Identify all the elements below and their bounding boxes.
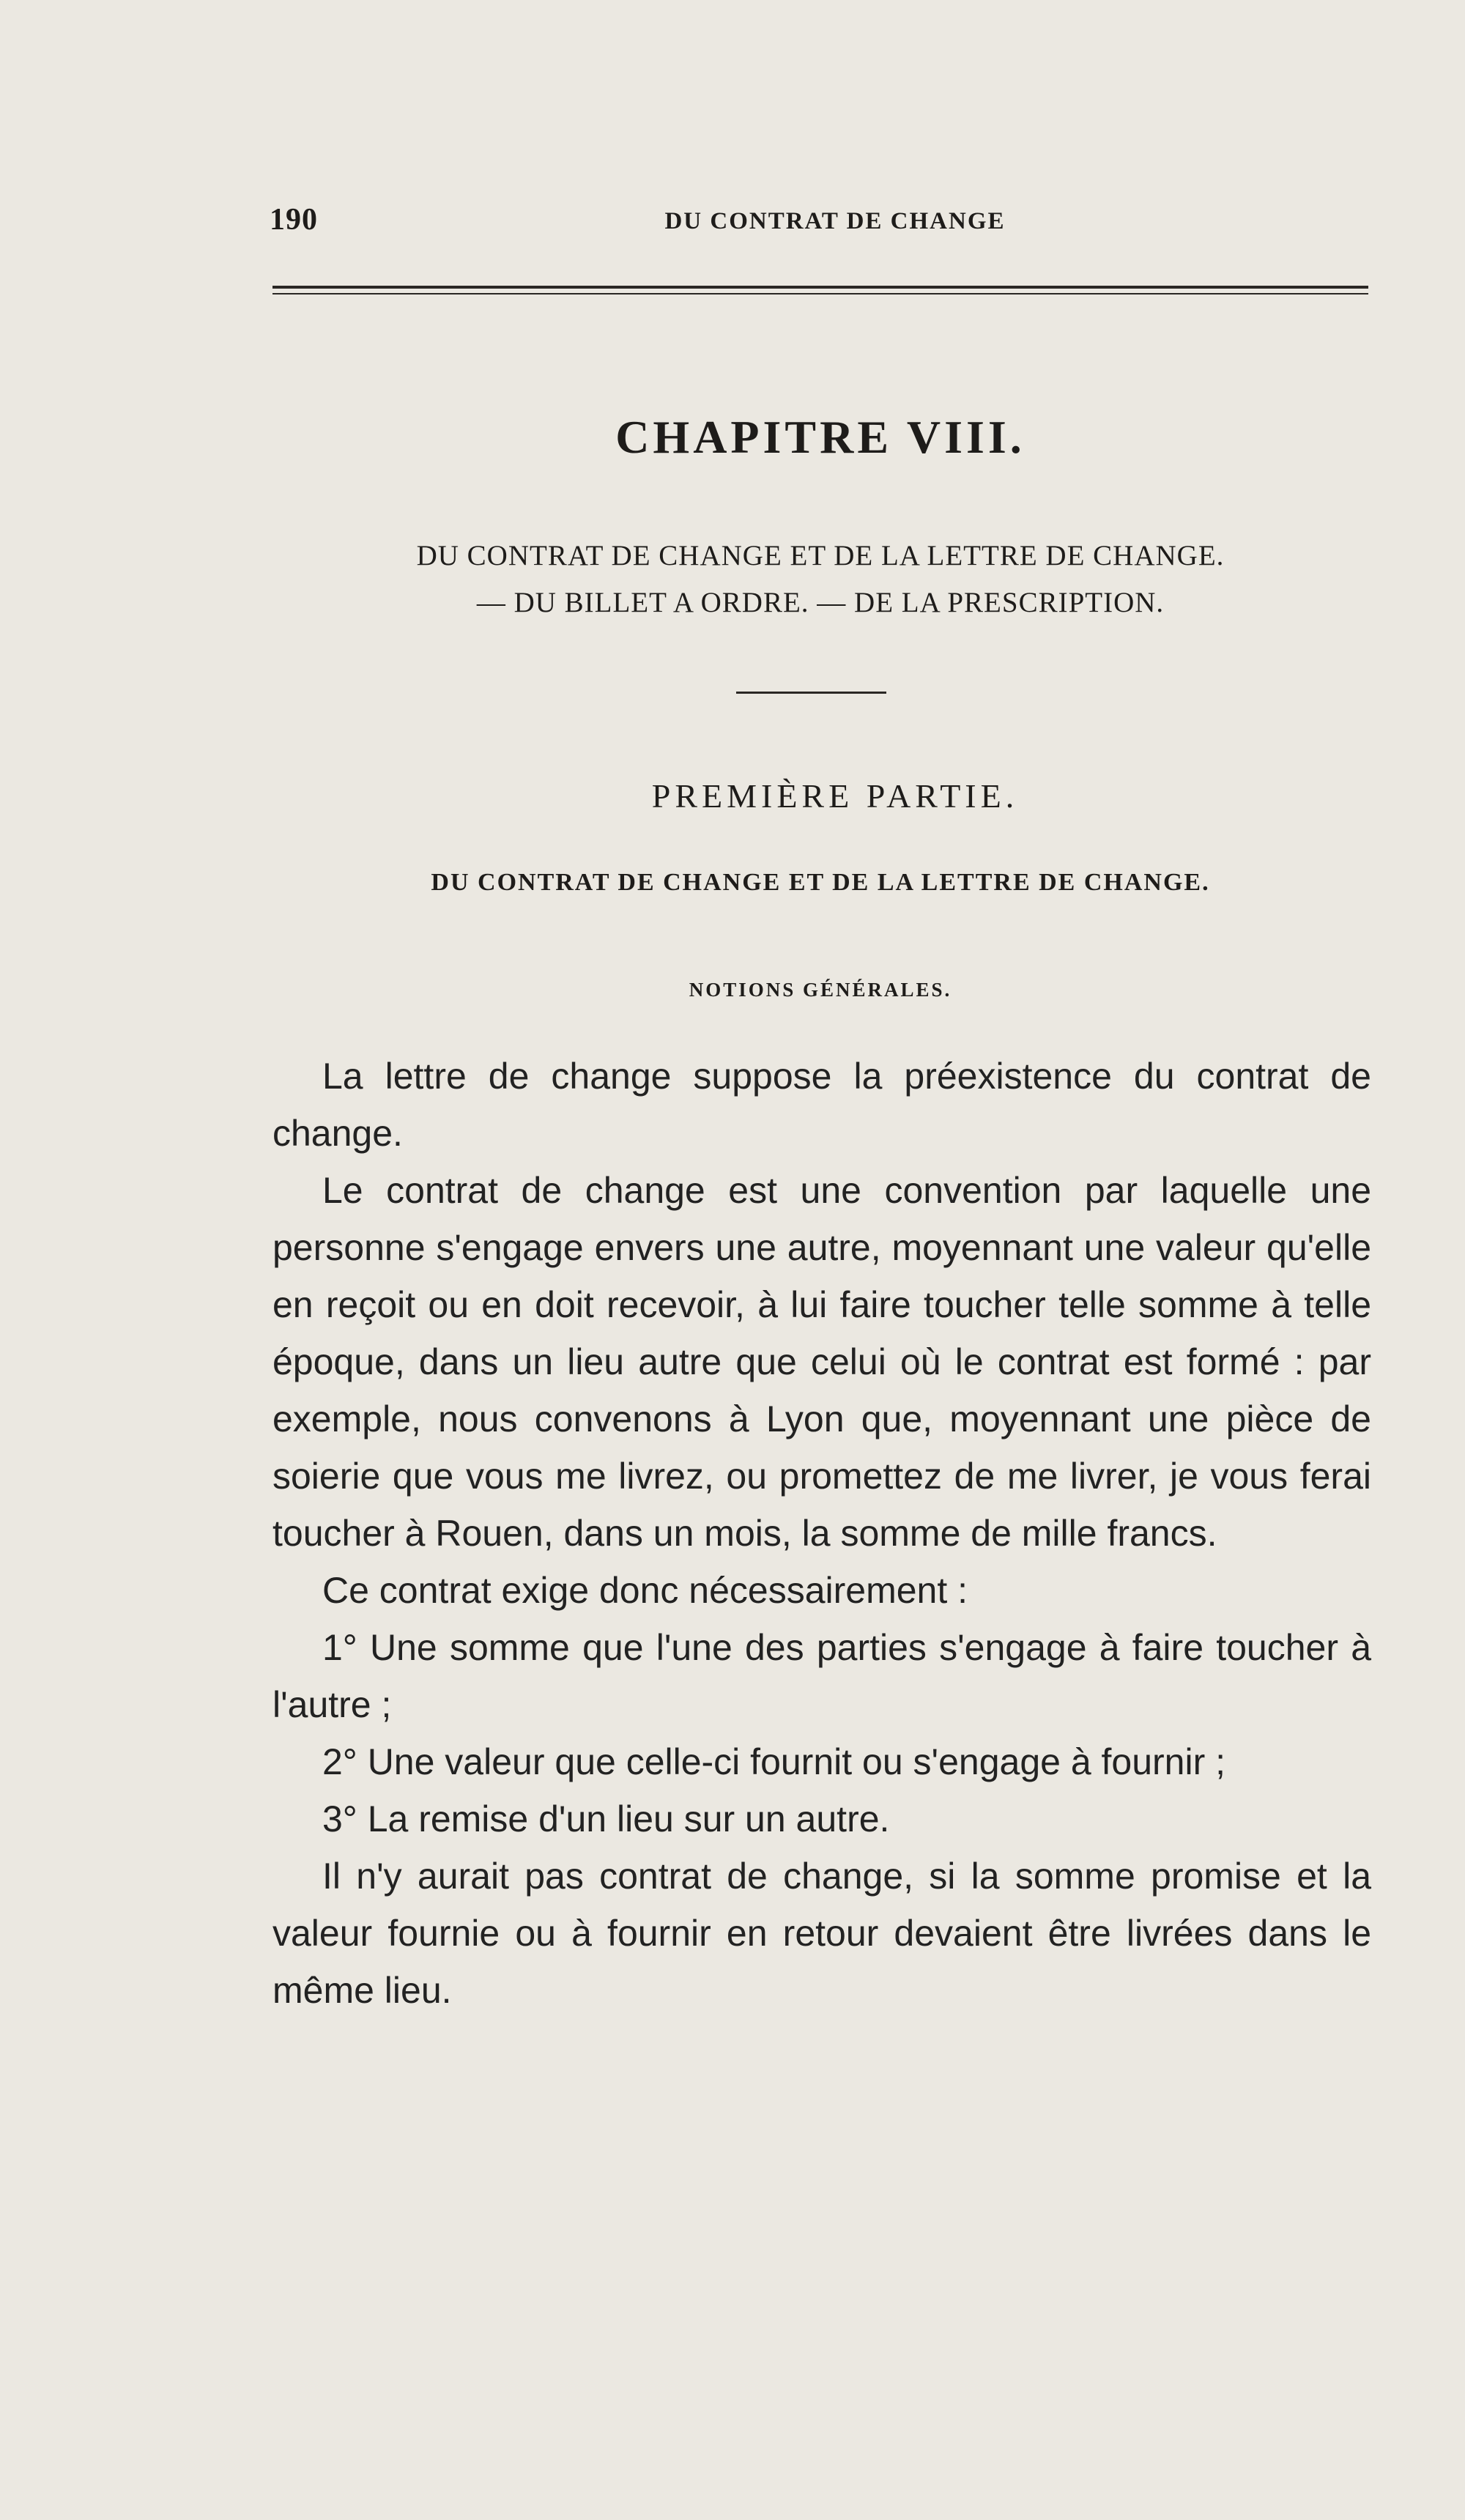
section-divider-rule (736, 692, 886, 694)
paragraph: Le contrat de change est une convention par laquelle une personne s'engage envers une autre, moyennant une valeur qu'elle en reçoit ou en doit recevoir, à lui faire toucher telle somme à telle époque, dans un lieu autre que celui où le contrat est formé : par exemple, nous convenons à Lyon que, moyennant une pièce de soierie que vous me livrez, ou promettez de me livrer, je vous ferai toucher à Rouen, dans un mois, la somme de mille francs. (272, 1170, 1371, 1554)
section-heading: NOTIONS GÉNÉRALES. (689, 979, 952, 1001)
chapter-subtitle-line-2: — DU BILLET A ORDRE. — DE LA PRESCRIPTION. (476, 587, 1165, 618)
part-title: PREMIÈRE PARTIE. (651, 777, 1019, 815)
paragraph: Il n'y aurait pas contrat de change, si la somme promise et la valeur fournie ou à fournir en retour devaient être livrées dans le même lieu. (272, 1856, 1371, 2011)
body-text (272, 1048, 1371, 2019)
paragraph: 2° Une valeur que celle-ci fournit ou s'engage à fournir ; (322, 1741, 1226, 1782)
running-title: DU CONTRAT DE CHANGE (664, 208, 1006, 234)
paragraph: Ce contrat exige donc nécessairement : (322, 1570, 968, 1611)
paragraph: La lettre de change suppose la préexistence du contrat de change. (272, 1056, 1371, 1154)
chapter-title: CHAPITRE VIII. (615, 411, 1026, 463)
part-subtitle: DU CONTRAT DE CHANGE ET DE LA LETTRE DE CHANGE. (431, 869, 1210, 896)
chapter-subtitle-line-1: DU CONTRAT DE CHANGE ET DE LA LETTRE DE CHANGE. (416, 540, 1225, 571)
paragraph: 3° La remise d'un lieu sur un autre. (322, 1798, 890, 1839)
paragraph: 1° Une somme que l'une des parties s'engage à faire toucher à l'autre ; (272, 1627, 1371, 1725)
page-number: 190 (270, 203, 318, 237)
running-header (270, 202, 1371, 246)
header-double-rule (272, 286, 1368, 294)
